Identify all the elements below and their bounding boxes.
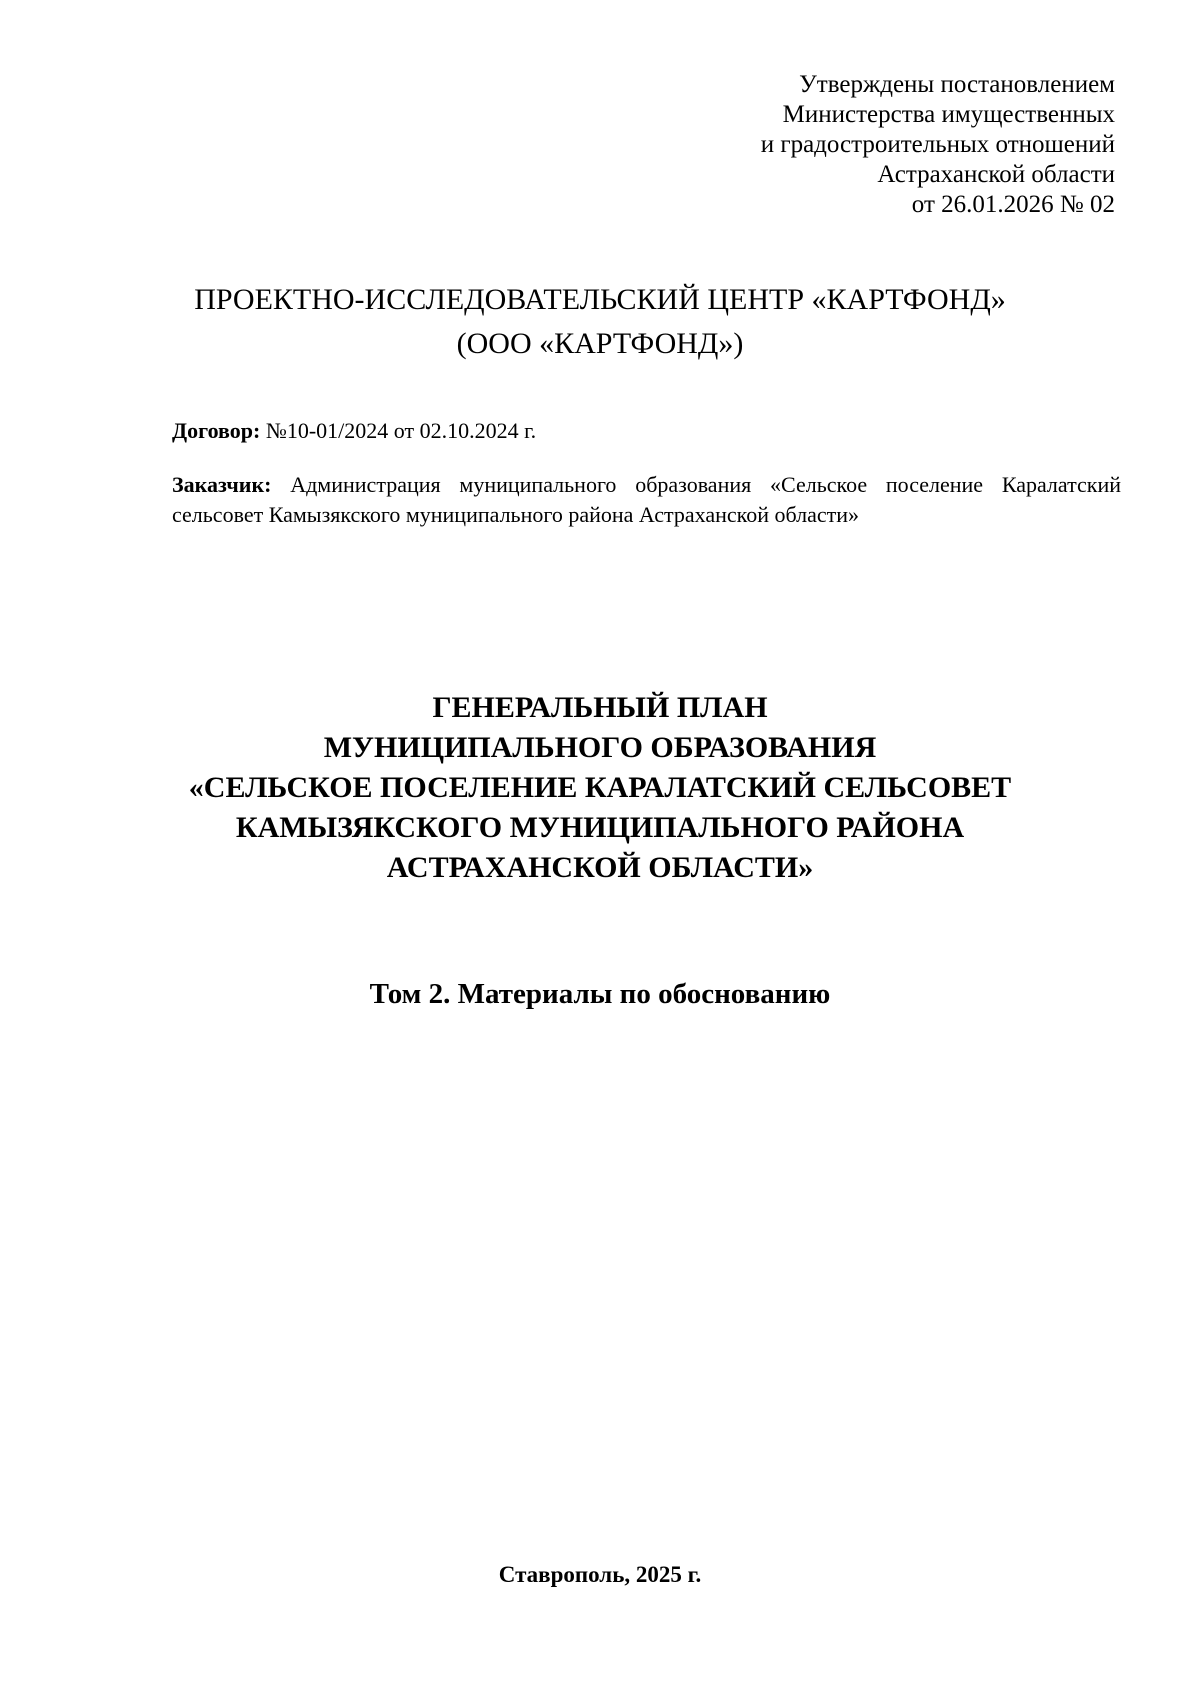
title-line: АСТРАХАНСКОЙ ОБЛАСТИ» bbox=[386, 851, 814, 884]
title-line: ГЕНЕРАЛЬНЫЙ ПЛАН bbox=[432, 691, 768, 724]
approval-line: от 26.01.2026 № 02 bbox=[911, 191, 1115, 218]
customer-label: Заказчик: bbox=[172, 472, 272, 497]
title-line: «СЕЛЬСКОЕ ПОСЕЛЕНИЕ КАРАЛАТСКИЙ СЕЛЬСОВЕТ bbox=[188, 771, 1012, 804]
approval-line: Астраханской области bbox=[877, 161, 1115, 188]
title-line: КАМЫЗЯКСКОГО МУНИЦИПАЛЬНОГО РАЙОНА bbox=[235, 811, 965, 844]
approval-line: Министерства имущественных bbox=[782, 101, 1115, 128]
customer-value: Администрация муниципального образования «Сельское поселение Каралатский сельсовет Камызякского муниципального района Астраханской области» bbox=[172, 472, 1121, 527]
document-title bbox=[0, 688, 1200, 888]
approval-line: и градостроительных отношений bbox=[760, 131, 1115, 158]
place-year: Ставрополь, 2025 г. bbox=[498, 1562, 702, 1587]
contract-info bbox=[172, 416, 536, 446]
approval-line: Утверждены постановлением bbox=[799, 71, 1115, 98]
organization-name: ПРОЕКТНО-ИССЛЕДОВАТЕЛЬСКИЙ ЦЕНТР «КАРТФОНД» bbox=[194, 283, 1006, 316]
organization-header bbox=[0, 278, 1200, 366]
title-line: МУНИЦИПАЛЬНОГО ОБРАЗОВАНИЯ bbox=[323, 731, 877, 764]
contract-value: №10-01/2024 от 02.10.2024 г. bbox=[260, 418, 537, 443]
contract-label: Договор: bbox=[172, 418, 261, 443]
approval-stamp bbox=[761, 70, 1115, 220]
customer-info bbox=[172, 470, 1121, 530]
organization-short-name: (ООО «КАРТФОНД») bbox=[456, 327, 744, 360]
volume-title: Том 2. Материалы по обоснованию bbox=[369, 978, 831, 1010]
